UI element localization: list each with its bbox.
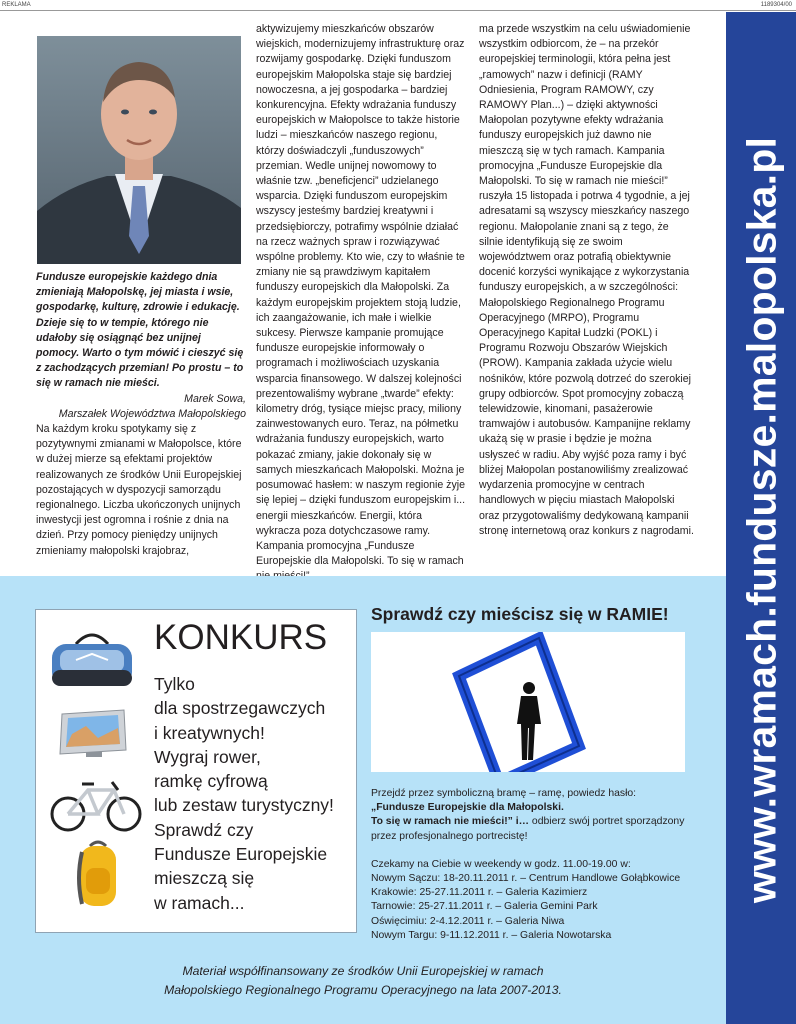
- contest-text: [154, 672, 334, 915]
- venue-item: Oświęcimiu: 2-4.12.2011 r. – Galeria Niwa: [371, 915, 565, 927]
- person-silhouette-icon: [517, 682, 541, 760]
- side-url[interactable]: www.wramach.fundusze.malopolska.pl: [738, 136, 785, 904]
- slogan-line-1: „Fundusze Europejskie dla Małopolski.: [371, 802, 564, 814]
- opening-hours: Czekamy na Ciebie w weekendy w godz. 11.00-19.00 w:: [371, 858, 631, 870]
- portrait-offer: odbierz swój portret sporządzony przez profesjonalnego portrecistę!: [371, 816, 685, 842]
- footer-line-1: Materiał współfinansowany ze środków Unii Europejskiej w ramach: [182, 964, 544, 978]
- column-3: [479, 22, 695, 539]
- signature-title: Marszałek Województwa Małopolskiego: [58, 407, 246, 420]
- frame-illustration: [371, 632, 685, 772]
- marshal-quote: Fundusze europejskie każdego dnia zmieniają Małopolskę, jej miasta i wsie, gospodarkę, kulturę, zdrowie i edukację. Dzieje się to w tempie, którego nie udałoby się osiągnąć bez unijnej pomocy. Warto o tym mówić i cieszyć się z zachodzących przemian! Po prostu – to się w ramach nie mieści.: [36, 271, 244, 390]
- column-2: [256, 22, 468, 585]
- venue-item: Krakowie: 25-27.11.2011 r. – Galeria Kazimierz: [371, 887, 588, 899]
- event-info: [371, 787, 701, 943]
- event-intro: Przejdź przez symboliczną bramę – ramę, powiedz hasło:: [371, 788, 637, 799]
- frame-heading: Sprawdź czy mieścisz się w RAMIE!: [371, 604, 669, 624]
- contest-line: dla spostrzegawczych: [154, 698, 326, 719]
- column-1-body: Na każdym kroku spotykamy się z pozytywnymi zmianami w Małopolsce, które w dużej mierze są efektami projektów realizowanych ze środków Unii Europejskiej pozostających w dyspozycji samorządu regionalnego. Liczba ukończonych unijnych inwestycji jest ogromna i rośnie z dnia na dzień. Przy pomocy pieniędzy unijnych zmieniamy małopolski krajobraz,: [36, 423, 242, 557]
- contest-line: Sprawdź czy: [154, 819, 254, 840]
- header-divider: [0, 10, 796, 11]
- column-1: [36, 270, 246, 559]
- contest-line: Tylko: [154, 674, 195, 694]
- digital-frame-icon: [58, 708, 130, 758]
- cofinancing-note: [0, 962, 726, 1000]
- contest-line: w ramach...: [154, 892, 245, 913]
- slogan-line-2: To się w ramach nie mieści!” i…: [371, 816, 530, 828]
- signature-name: Marek Sowa,: [184, 392, 246, 405]
- venue-item: Nowym Sączu: 18-20.11.2011 r. – Centrum Handlowe Gołąbkowice: [371, 873, 681, 885]
- column-3-body: ma przede wszystkim na celu uświadomienie wszystkim odbiorcom, że – na przekór europejskiej terminologii, która pełna jest „ramowych” nazw i definicji (RAMY Odniesienia, Program RAMOWY, czy RAMOWY Plan...) – dzięki aktywności Małopolan pozytywne efekty wdrażania funduszy europejskich już dawno nie mieszczą się w tych ramach. Kampania promocyjna „Fundusze Europejskie dla Małopolski. To się w ramach nie mieści!” ruszyła 15 listopada i potrwa 4 tygodnie, a jej adresatami są wszyscy mieszkańcy naszego regionu. Małopolanie znani są z tego, że silnie identyfikują się ze swoim województwem oraz potrafią obiektywnie docenić korzyści wynikające z wykorzystania funduszy europejskich, a w szczególności: Małopolskiego Regionalnego Programu Operacyjnego (MRPO), Programu Operacyjnego Kapitał Ludzki (POKL) i Programu Rozwoju Obszarów Wiejskich (PROW). Kampania zakłada użycie wielu nośników, które pozwolą dotrzeć do szerokiej grupy odbiorców. Spot promocyjny zobaczą telewidzowie, kinomani, pasażerowie tramwajów i autobusów. Kampanijne reklamy ukażą się w prasie i będzie je można usłyszeć w radiu. Aby wyjść poza ramy i być bliżej Małopolan postanowiliśmy zrealizować wydarzenia promocyjne w centrach handlowych w pięciu miastach Małopolski oraz przygotowaliśmy dedykowaną kampanii stronę internetową oraz konkurs z nagrodami.: [479, 23, 694, 537]
- portrait-photo: [37, 36, 241, 264]
- contest-title: KONKURS: [154, 618, 328, 657]
- contest-line: Fundusze Europejskie: [154, 844, 328, 865]
- contest-line: mieszczą się: [154, 868, 255, 889]
- footer-line-2: Małopolskiego Regionalnego Programu Operacyjnego na lata 2007-2013.: [164, 983, 562, 997]
- venue-item: Nowym Targu: 9-11.12.2011 r. – Galeria Nowotarska: [371, 929, 612, 941]
- contest-line: ramkę cyfrową: [154, 771, 268, 792]
- header-label: REKLAMA: [2, 2, 31, 8]
- column-2-body: aktywizujemy mieszkańców obszarów wiejskich, modernizujemy infrastrukturę oraz rozwijamy gospodarkę. Dzięki funduszom europejskim Małopolska staje się bardziej nowoczesna, a jej gospodarka – bardziej konkurencyjna. Efekty wdrażania funduszy europejskich w Małopolsce to także historie ludzi – mieszkańców naszego regionu, którzy doświadczyli „funduszowych” przemian. Wedle unijnej nowomowy to właśnie tzw. „beneficjenci” udzielanego wsparcia. Dzięki funduszom europejskim wszyscy jesteśmy bardziej kreatywni i przedsiębiorczy, potrafimy wspólnie działać na rzecz ważnych spraw i rozwiązywać wspólne problemy. Kto wie, czy to właśnie te zmiany nie są prawdziwym kapitałem funduszy europejskich dla Małopolski. Za każdym europejskim projektem stoją ludzie, ich zaangażowanie, ich małe i wielkie sukcesy. Pierwsze kampanie promujące fundusze europejskie informowały o programach i możliwościach uzyskania wsparcia finansowego. W dalszej kolejności prezentowaliśmy wybrane „twarde” efekty: kilometry dróg, tysiące miejsc pracy, miliony zainwestowanych euro. Teraz, na półmetku wdrażania funduszy europejskich, warto pokazać zmiany, jakie dokonały się w samych mieszkańcach Małopolski. Można je posumować hasłem: w naszym regionie żyje się lepiej – dzięki funduszom europejskim i... energii mieszkańców. Energii, która wykracza poza dotychczasowe ramy. Kampania promocyjna „Fundusze Europejskie dla Małopolski. To się w ramach: [256, 23, 466, 568]
- travel-bag-icon: [46, 630, 138, 692]
- portrait-illustration: [37, 36, 241, 264]
- venue-item: Tarnowie: 25-27.11.2011 r. – Galeria Gemini Park: [371, 901, 598, 913]
- frame-graphic: [371, 632, 685, 772]
- contest-line: Wygraj rower,: [154, 746, 261, 767]
- contest-line: i kreatywnych!: [154, 722, 265, 743]
- contest-box: [35, 609, 357, 933]
- bicycle-icon: [48, 772, 144, 834]
- header-code: 1189304/00: [760, 2, 792, 8]
- contest-line: lub zestaw turystyczny!: [154, 795, 334, 816]
- backpack-icon: [74, 838, 122, 912]
